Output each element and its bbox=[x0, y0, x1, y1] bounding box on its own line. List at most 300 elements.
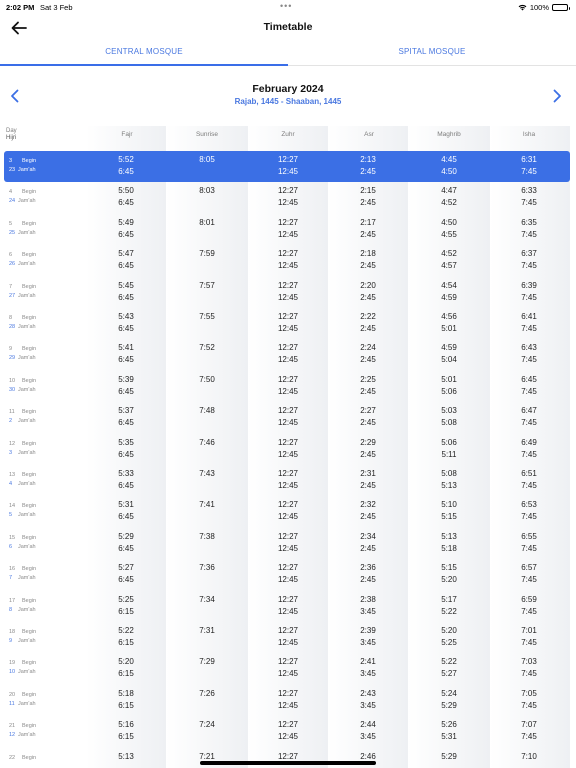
isha-jamah-time: 7:45 bbox=[521, 732, 537, 742]
table-header bbox=[0, 126, 576, 146]
asr-jamah-time: 2:45 bbox=[360, 575, 376, 585]
hijri-day-number: 28 bbox=[9, 324, 16, 330]
tab-spital-mosque[interactable]: SPITAL MOSQUE bbox=[398, 47, 466, 56]
maghrib-jamah-time: 5:08 bbox=[441, 418, 457, 428]
asr-jamah-time: 2:45 bbox=[360, 292, 376, 302]
jamah-label: Jam'ah bbox=[18, 481, 36, 487]
sunrise-time: 7:29 bbox=[199, 657, 215, 667]
day-number: 22 bbox=[9, 754, 16, 761]
asr-begin-time: 2:38 bbox=[360, 594, 376, 604]
maghrib-jamah-time: 5:15 bbox=[441, 512, 457, 522]
asr-begin-time: 2:32 bbox=[360, 500, 376, 510]
asr-jamah-time: 2:45 bbox=[360, 512, 376, 522]
day-number: 19 bbox=[9, 660, 16, 667]
asr-jamah-time: 2:45 bbox=[360, 229, 376, 239]
fajr-jamah-time: 6:45 bbox=[118, 324, 134, 333]
header-day-hijri bbox=[6, 128, 17, 142]
fajr-begin-time: 5:25 bbox=[118, 594, 134, 604]
day-cell bbox=[9, 440, 69, 458]
zuhr-jamah-time: 12:45 bbox=[277, 355, 299, 365]
maghrib-jamah-time: 4:50 bbox=[441, 167, 457, 176]
day-cell bbox=[9, 502, 69, 520]
fajr-begin-time: 5:22 bbox=[118, 626, 134, 635]
zuhr-begin-time: 12:27 bbox=[277, 437, 299, 447]
table-row[interactable] bbox=[0, 402, 576, 433]
fajr-jamah-time: 6:45 bbox=[118, 198, 134, 208]
maghrib-begin-time: 5:24 bbox=[441, 688, 457, 698]
fajr-jamah-time: 6:45 bbox=[118, 481, 134, 490]
fajr-jamah-time: 6:45 bbox=[118, 418, 134, 428]
fajr-jamah-time: 6:45 bbox=[118, 575, 134, 585]
table-row[interactable] bbox=[0, 559, 576, 590]
begin-label: Begin bbox=[22, 252, 37, 259]
day-number: 10 bbox=[9, 377, 16, 384]
jamah-label: Jam'ah bbox=[18, 512, 36, 519]
asr-jamah-time: 2:45 bbox=[360, 481, 376, 490]
table-row[interactable] bbox=[0, 277, 576, 308]
isha-begin-time: 6:47 bbox=[521, 406, 537, 416]
zuhr-jamah-time: 12:45 bbox=[277, 198, 299, 208]
zuhr-begin-time: 12:27 bbox=[277, 280, 299, 290]
asr-begin-time: 2:27 bbox=[360, 406, 376, 416]
zuhr-jamah-time: 12:45 bbox=[277, 386, 299, 396]
asr-begin-time: 2:17 bbox=[360, 217, 376, 227]
header-sunrise: Sunrise bbox=[195, 131, 219, 138]
maghrib-begin-time: 5:06 bbox=[441, 437, 457, 447]
table-row[interactable] bbox=[0, 685, 576, 716]
isha-begin-time: 6:39 bbox=[521, 280, 537, 290]
begin-label: Begin bbox=[22, 534, 37, 541]
table-row[interactable] bbox=[0, 716, 576, 747]
begin-label: Begin bbox=[22, 377, 37, 384]
table-row[interactable] bbox=[0, 182, 576, 213]
header-isha: Isha bbox=[522, 131, 536, 138]
jamah-label: Jam'ah bbox=[18, 606, 36, 613]
asr-jamah-time: 3:45 bbox=[360, 606, 376, 616]
day-cell bbox=[9, 251, 69, 269]
table-row[interactable] bbox=[0, 465, 576, 496]
maghrib-begin-time: 5:08 bbox=[441, 469, 457, 478]
sunrise-time: 7:41 bbox=[199, 500, 215, 510]
fajr-begin-time: 5:45 bbox=[118, 280, 134, 290]
fajr-begin-time: 5:49 bbox=[118, 217, 134, 227]
fajr-begin-time: 5:18 bbox=[118, 688, 134, 698]
wifi-icon bbox=[518, 4, 527, 11]
table-row[interactable] bbox=[0, 308, 576, 339]
asr-jamah-time: 2:45 bbox=[360, 167, 376, 176]
maghrib-begin-time: 5:29 bbox=[441, 751, 457, 761]
table-row[interactable] bbox=[0, 653, 576, 684]
fajr-jamah-time: 6:45 bbox=[118, 386, 134, 396]
maghrib-jamah-time: 5:25 bbox=[441, 638, 457, 647]
asr-jamah-time: 3:45 bbox=[360, 732, 376, 742]
sunrise-time: 7:24 bbox=[199, 720, 215, 730]
isha-begin-time: 7:03 bbox=[521, 657, 537, 667]
asr-begin-time: 2:36 bbox=[360, 563, 376, 573]
begin-label: Begin bbox=[22, 723, 37, 730]
hijri-day-number: 23 bbox=[9, 167, 16, 173]
begin-label: Begin bbox=[22, 440, 37, 447]
isha-begin-time: 6:35 bbox=[521, 217, 537, 227]
zuhr-begin-time: 12:27 bbox=[277, 343, 299, 353]
asr-jamah-time: 2:45 bbox=[360, 386, 376, 396]
jamah-label: Jam'ah bbox=[18, 449, 36, 456]
day-cell bbox=[9, 691, 69, 709]
fajr-begin-time: 5:33 bbox=[118, 469, 134, 478]
asr-begin-time: 2:15 bbox=[360, 186, 376, 196]
isha-begin-time: 7:07 bbox=[521, 720, 537, 730]
status-bar bbox=[0, 0, 576, 14]
fajr-begin-time: 5:20 bbox=[118, 657, 134, 667]
maghrib-jamah-time: 5:06 bbox=[441, 386, 457, 396]
fajr-begin-time: 5:37 bbox=[118, 406, 134, 416]
table-row[interactable] bbox=[0, 371, 576, 402]
maghrib-begin-time: 5:15 bbox=[441, 563, 457, 573]
isha-jamah-time: 7:45 bbox=[521, 229, 537, 239]
day-cell bbox=[9, 628, 69, 646]
maghrib-jamah-time: 5:04 bbox=[441, 355, 457, 365]
maghrib-jamah-time: 5:22 bbox=[441, 606, 457, 616]
hijri-day-number: 30 bbox=[9, 386, 16, 393]
sunrise-time: 7:36 bbox=[199, 563, 215, 573]
fajr-begin-time: 5:41 bbox=[118, 343, 134, 353]
maghrib-begin-time: 5:13 bbox=[441, 531, 457, 541]
zuhr-begin-time: 12:27 bbox=[277, 217, 299, 227]
zuhr-begin-time: 12:27 bbox=[277, 626, 299, 635]
isha-begin-time: 6:33 bbox=[521, 186, 537, 196]
fajr-begin-time: 5:16 bbox=[118, 720, 134, 730]
day-cell bbox=[9, 408, 69, 426]
asr-jamah-time: 2:45 bbox=[360, 198, 376, 208]
maghrib-begin-time: 5:03 bbox=[441, 406, 457, 416]
isha-jamah-time: 7:45 bbox=[521, 700, 537, 710]
fajr-jamah-time: 6:15 bbox=[118, 669, 134, 679]
day-cell bbox=[9, 220, 69, 238]
jamah-label: Jam'ah bbox=[18, 229, 36, 236]
day-cell bbox=[9, 345, 69, 363]
status-right bbox=[518, 3, 568, 12]
day-cell bbox=[9, 659, 69, 677]
fajr-jamah-time: 6:45 bbox=[118, 355, 134, 365]
hijri-day-number: 10 bbox=[9, 669, 16, 676]
isha-jamah-time: 7:45 bbox=[521, 292, 537, 302]
table-row[interactable] bbox=[0, 339, 576, 370]
zuhr-begin-time: 12:27 bbox=[277, 720, 299, 730]
sunrise-time: 7:43 bbox=[199, 469, 215, 478]
active-tab-indicator bbox=[0, 64, 288, 66]
table-row[interactable] bbox=[0, 528, 576, 559]
day-number: 12 bbox=[9, 440, 16, 447]
hijri-day-number: 29 bbox=[9, 355, 16, 362]
jamah-label: Jam'ah bbox=[18, 261, 36, 268]
day-cell bbox=[9, 754, 69, 768]
asr-begin-time: 2:13 bbox=[360, 155, 376, 164]
day-cell bbox=[9, 534, 69, 552]
day-number: 20 bbox=[9, 691, 16, 698]
fajr-begin-time: 5:27 bbox=[118, 563, 134, 573]
asr-begin-time: 2:41 bbox=[360, 657, 376, 667]
day-number: 9 bbox=[9, 346, 13, 353]
hijri-day-number: 8 bbox=[9, 606, 13, 613]
sunrise-time: 7:38 bbox=[199, 531, 215, 541]
table-row[interactable] bbox=[0, 622, 576, 653]
tab-central-mosque[interactable]: CENTRAL MOSQUE bbox=[105, 47, 183, 56]
fajr-jamah-time: 6:15 bbox=[118, 638, 134, 647]
begin-label: Begin bbox=[22, 315, 37, 321]
jamah-label: Jam'ah bbox=[18, 292, 36, 299]
jamah-label: Jam'ah bbox=[18, 324, 36, 330]
maghrib-jamah-time: 5:01 bbox=[441, 324, 457, 333]
isha-jamah-time: 7:45 bbox=[521, 606, 537, 616]
day-cell bbox=[9, 283, 69, 301]
asr-begin-time: 2:39 bbox=[360, 626, 376, 635]
nav-bar bbox=[0, 14, 576, 42]
fajr-jamah-time: 6:15 bbox=[118, 606, 134, 616]
hijri-day-number: 2 bbox=[9, 418, 13, 425]
jamah-label: Jam'ah bbox=[18, 669, 36, 676]
asr-jamah-time: 2:45 bbox=[360, 418, 376, 428]
maghrib-begin-time: 4:45 bbox=[441, 155, 457, 164]
table-row[interactable] bbox=[0, 245, 576, 276]
multitask-dots-icon[interactable]: ••• bbox=[280, 1, 293, 11]
zuhr-begin-time: 12:27 bbox=[277, 688, 299, 698]
day-number: 4 bbox=[9, 189, 13, 196]
jamah-label: Jam'ah bbox=[18, 638, 36, 644]
asr-jamah-time: 3:45 bbox=[360, 638, 376, 647]
begin-label: Begin bbox=[22, 503, 37, 510]
sunrise-time: 7:34 bbox=[199, 594, 215, 604]
table-row[interactable] bbox=[0, 591, 576, 622]
asr-begin-time: 2:29 bbox=[360, 437, 376, 447]
header-maghrib: Maghrib bbox=[437, 131, 461, 138]
fajr-begin-time: 5:47 bbox=[118, 249, 134, 259]
zuhr-begin-time: 12:27 bbox=[277, 406, 299, 416]
sunrise-time: 7:26 bbox=[199, 688, 215, 698]
table-row[interactable] bbox=[0, 151, 576, 182]
asr-jamah-time: 2:45 bbox=[360, 355, 376, 365]
day-number: 14 bbox=[9, 503, 16, 510]
begin-label: Begin bbox=[22, 158, 37, 164]
table-row[interactable] bbox=[0, 434, 576, 465]
zuhr-begin-time: 12:27 bbox=[277, 563, 299, 573]
asr-jamah-time: 2:45 bbox=[360, 261, 376, 271]
isha-begin-time: 6:41 bbox=[521, 312, 537, 321]
zuhr-jamah-time: 12:45 bbox=[277, 700, 299, 710]
zuhr-jamah-time: 12:45 bbox=[277, 324, 299, 333]
isha-begin-time: 6:59 bbox=[521, 594, 537, 604]
status-date: Sat 3 Feb bbox=[40, 3, 73, 12]
zuhr-begin-time: 12:27 bbox=[277, 469, 299, 478]
isha-begin-time: 6:31 bbox=[521, 155, 537, 164]
jamah-label: Jam'ah bbox=[18, 167, 36, 173]
hijri-day-number: 26 bbox=[9, 261, 16, 268]
asr-jamah-time: 3:45 bbox=[360, 700, 376, 710]
isha-begin-time: 6:53 bbox=[521, 500, 537, 510]
hijri-day-number: 24 bbox=[9, 198, 16, 205]
hijri-day-number: 9 bbox=[9, 638, 13, 644]
asr-jamah-time: 2:45 bbox=[360, 543, 376, 553]
page-title: Timetable bbox=[263, 21, 313, 33]
isha-begin-time: 7:05 bbox=[521, 688, 537, 698]
fajr-jamah-time: 6:45 bbox=[118, 449, 134, 459]
status-time: 2:02 PM bbox=[6, 3, 35, 12]
fajr-jamah-time: 6:15 bbox=[118, 700, 134, 710]
maghrib-begin-time: 4:50 bbox=[441, 217, 457, 227]
zuhr-jamah-time: 12:45 bbox=[277, 261, 299, 271]
day-number: 18 bbox=[9, 629, 16, 635]
zuhr-jamah-time: 12:45 bbox=[277, 512, 299, 522]
maghrib-begin-time: 5:01 bbox=[441, 374, 457, 384]
zuhr-jamah-time: 12:45 bbox=[277, 418, 299, 428]
zuhr-begin-time: 12:27 bbox=[277, 594, 299, 604]
begin-label: Begin bbox=[22, 409, 37, 416]
sunrise-time: 7:57 bbox=[199, 280, 215, 290]
fajr-begin-time: 5:35 bbox=[118, 437, 134, 447]
month-title: February 2024 bbox=[252, 83, 324, 95]
begin-label: Begin bbox=[22, 283, 37, 290]
maghrib-begin-time: 5:10 bbox=[441, 500, 457, 510]
asr-begin-time: 2:43 bbox=[360, 688, 376, 698]
asr-begin-time: 2:24 bbox=[360, 343, 376, 353]
begin-label: Begin bbox=[22, 597, 37, 604]
header-day: Day bbox=[6, 128, 17, 134]
hijri-day-number: 4 bbox=[9, 481, 13, 487]
day-cell bbox=[9, 565, 69, 583]
asr-begin-time: 2:34 bbox=[360, 531, 376, 541]
isha-begin-time: 6:37 bbox=[521, 249, 537, 259]
sunrise-time: 7:52 bbox=[199, 343, 215, 353]
header-zuhr: Zuhr bbox=[281, 131, 295, 138]
jamah-label: Jam'ah bbox=[18, 543, 36, 550]
zuhr-begin-time: 12:27 bbox=[277, 500, 299, 510]
fajr-begin-time: 5:31 bbox=[118, 500, 134, 510]
mosque-tabs bbox=[0, 42, 576, 66]
zuhr-begin-time: 12:27 bbox=[277, 531, 299, 541]
isha-begin-time: 6:51 bbox=[521, 469, 537, 478]
jamah-label: Jam'ah bbox=[18, 575, 36, 582]
maghrib-jamah-time: 4:55 bbox=[441, 229, 457, 239]
sunrise-time: 8:05 bbox=[199, 155, 215, 164]
battery-percent: 100% bbox=[529, 3, 549, 12]
jamah-label: Jam'ah bbox=[18, 355, 36, 362]
sunrise-time: 8:03 bbox=[199, 186, 215, 196]
asr-jamah-time: 2:45 bbox=[360, 449, 376, 459]
fajr-jamah-time: 6:15 bbox=[118, 732, 134, 742]
maghrib-jamah-time: 5:13 bbox=[441, 481, 457, 490]
begin-label: Begin bbox=[22, 629, 37, 635]
isha-begin-time: 6:45 bbox=[521, 374, 537, 384]
asr-jamah-time: 3:45 bbox=[360, 669, 376, 679]
asr-begin-time: 2:46 bbox=[360, 751, 376, 761]
maghrib-jamah-time: 5:31 bbox=[441, 732, 457, 742]
begin-label: Begin bbox=[22, 220, 37, 227]
maghrib-begin-time: 5:22 bbox=[441, 657, 457, 667]
fajr-jamah-time: 6:45 bbox=[118, 512, 134, 522]
hijri-day-number: 25 bbox=[9, 229, 16, 236]
home-indicator[interactable] bbox=[200, 761, 376, 765]
hijri-day-number: 12 bbox=[9, 732, 16, 739]
day-cell bbox=[9, 377, 69, 395]
day-cell bbox=[9, 188, 69, 206]
chevron-right-icon[interactable] bbox=[550, 88, 564, 104]
maghrib-begin-time: 5:26 bbox=[441, 720, 457, 730]
zuhr-jamah-time: 12:45 bbox=[277, 167, 299, 176]
zuhr-begin-time: 12:27 bbox=[277, 657, 299, 667]
isha-jamah-time: 7:45 bbox=[521, 324, 537, 333]
isha-jamah-time: 7:45 bbox=[521, 543, 537, 553]
begin-label: Begin bbox=[22, 346, 37, 353]
maghrib-begin-time: 5:20 bbox=[441, 626, 457, 635]
day-cell bbox=[9, 597, 69, 615]
isha-jamah-time: 7:45 bbox=[521, 512, 537, 522]
day-cell bbox=[9, 722, 69, 740]
zuhr-jamah-time: 12:45 bbox=[277, 543, 299, 553]
day-number: 8 bbox=[9, 315, 13, 321]
isha-jamah-time: 7:45 bbox=[521, 481, 537, 490]
maghrib-jamah-time: 5:20 bbox=[441, 575, 457, 585]
maghrib-jamah-time: 5:11 bbox=[441, 449, 457, 459]
table-row[interactable] bbox=[0, 496, 576, 527]
header-asr: Asr bbox=[364, 131, 374, 138]
maghrib-begin-time: 5:17 bbox=[441, 594, 457, 604]
begin-label: Begin bbox=[22, 754, 37, 761]
fajr-jamah-time: 6:45 bbox=[118, 167, 134, 176]
jamah-label: Jam'ah bbox=[18, 732, 36, 739]
isha-jamah-time: 7:45 bbox=[521, 669, 537, 679]
battery-icon bbox=[552, 4, 568, 11]
fajr-begin-time: 5:50 bbox=[118, 186, 134, 196]
day-number: 15 bbox=[9, 534, 16, 541]
zuhr-begin-time: 12:27 bbox=[277, 155, 299, 164]
zuhr-jamah-time: 12:45 bbox=[277, 669, 299, 679]
maghrib-begin-time: 4:52 bbox=[441, 249, 457, 259]
isha-jamah-time: 7:45 bbox=[521, 355, 537, 365]
maghrib-begin-time: 4:47 bbox=[441, 186, 457, 196]
asr-begin-time: 2:44 bbox=[360, 720, 376, 730]
fajr-jamah-time: 6:45 bbox=[118, 229, 134, 239]
fajr-jamah-time: 6:45 bbox=[118, 543, 134, 553]
zuhr-jamah-time: 12:45 bbox=[277, 575, 299, 585]
day-cell bbox=[9, 314, 69, 332]
begin-label: Begin bbox=[22, 566, 37, 573]
hijri-day-number: 6 bbox=[9, 543, 13, 550]
day-number: 3 bbox=[9, 158, 13, 164]
fajr-begin-time: 5:29 bbox=[118, 531, 134, 541]
maghrib-jamah-time: 5:27 bbox=[441, 669, 457, 679]
hijri-month-title: Rajab, 1445 - Shaaban, 1445 bbox=[234, 97, 342, 106]
fajr-begin-time: 5:39 bbox=[118, 374, 134, 384]
zuhr-begin-time: 12:27 bbox=[277, 249, 299, 259]
zuhr-jamah-time: 12:45 bbox=[277, 638, 299, 647]
maghrib-jamah-time: 5:29 bbox=[441, 700, 457, 710]
isha-jamah-time: 7:45 bbox=[521, 418, 537, 428]
isha-jamah-time: 7:45 bbox=[521, 638, 537, 647]
zuhr-jamah-time: 12:45 bbox=[277, 449, 299, 459]
day-number: 6 bbox=[9, 252, 13, 259]
zuhr-begin-time: 12:27 bbox=[277, 751, 299, 761]
isha-begin-time: 6:43 bbox=[521, 343, 537, 353]
month-header bbox=[0, 80, 576, 110]
asr-begin-time: 2:22 bbox=[360, 312, 376, 321]
begin-label: Begin bbox=[22, 660, 37, 667]
table-row[interactable] bbox=[0, 214, 576, 245]
hijri-day-number: 7 bbox=[9, 575, 13, 582]
isha-begin-time: 6:49 bbox=[521, 437, 537, 447]
jamah-label: Jam'ah bbox=[18, 198, 36, 205]
isha-jamah-time: 7:45 bbox=[521, 198, 537, 208]
day-number: 13 bbox=[9, 472, 16, 478]
jamah-label: Jam'ah bbox=[18, 386, 36, 393]
